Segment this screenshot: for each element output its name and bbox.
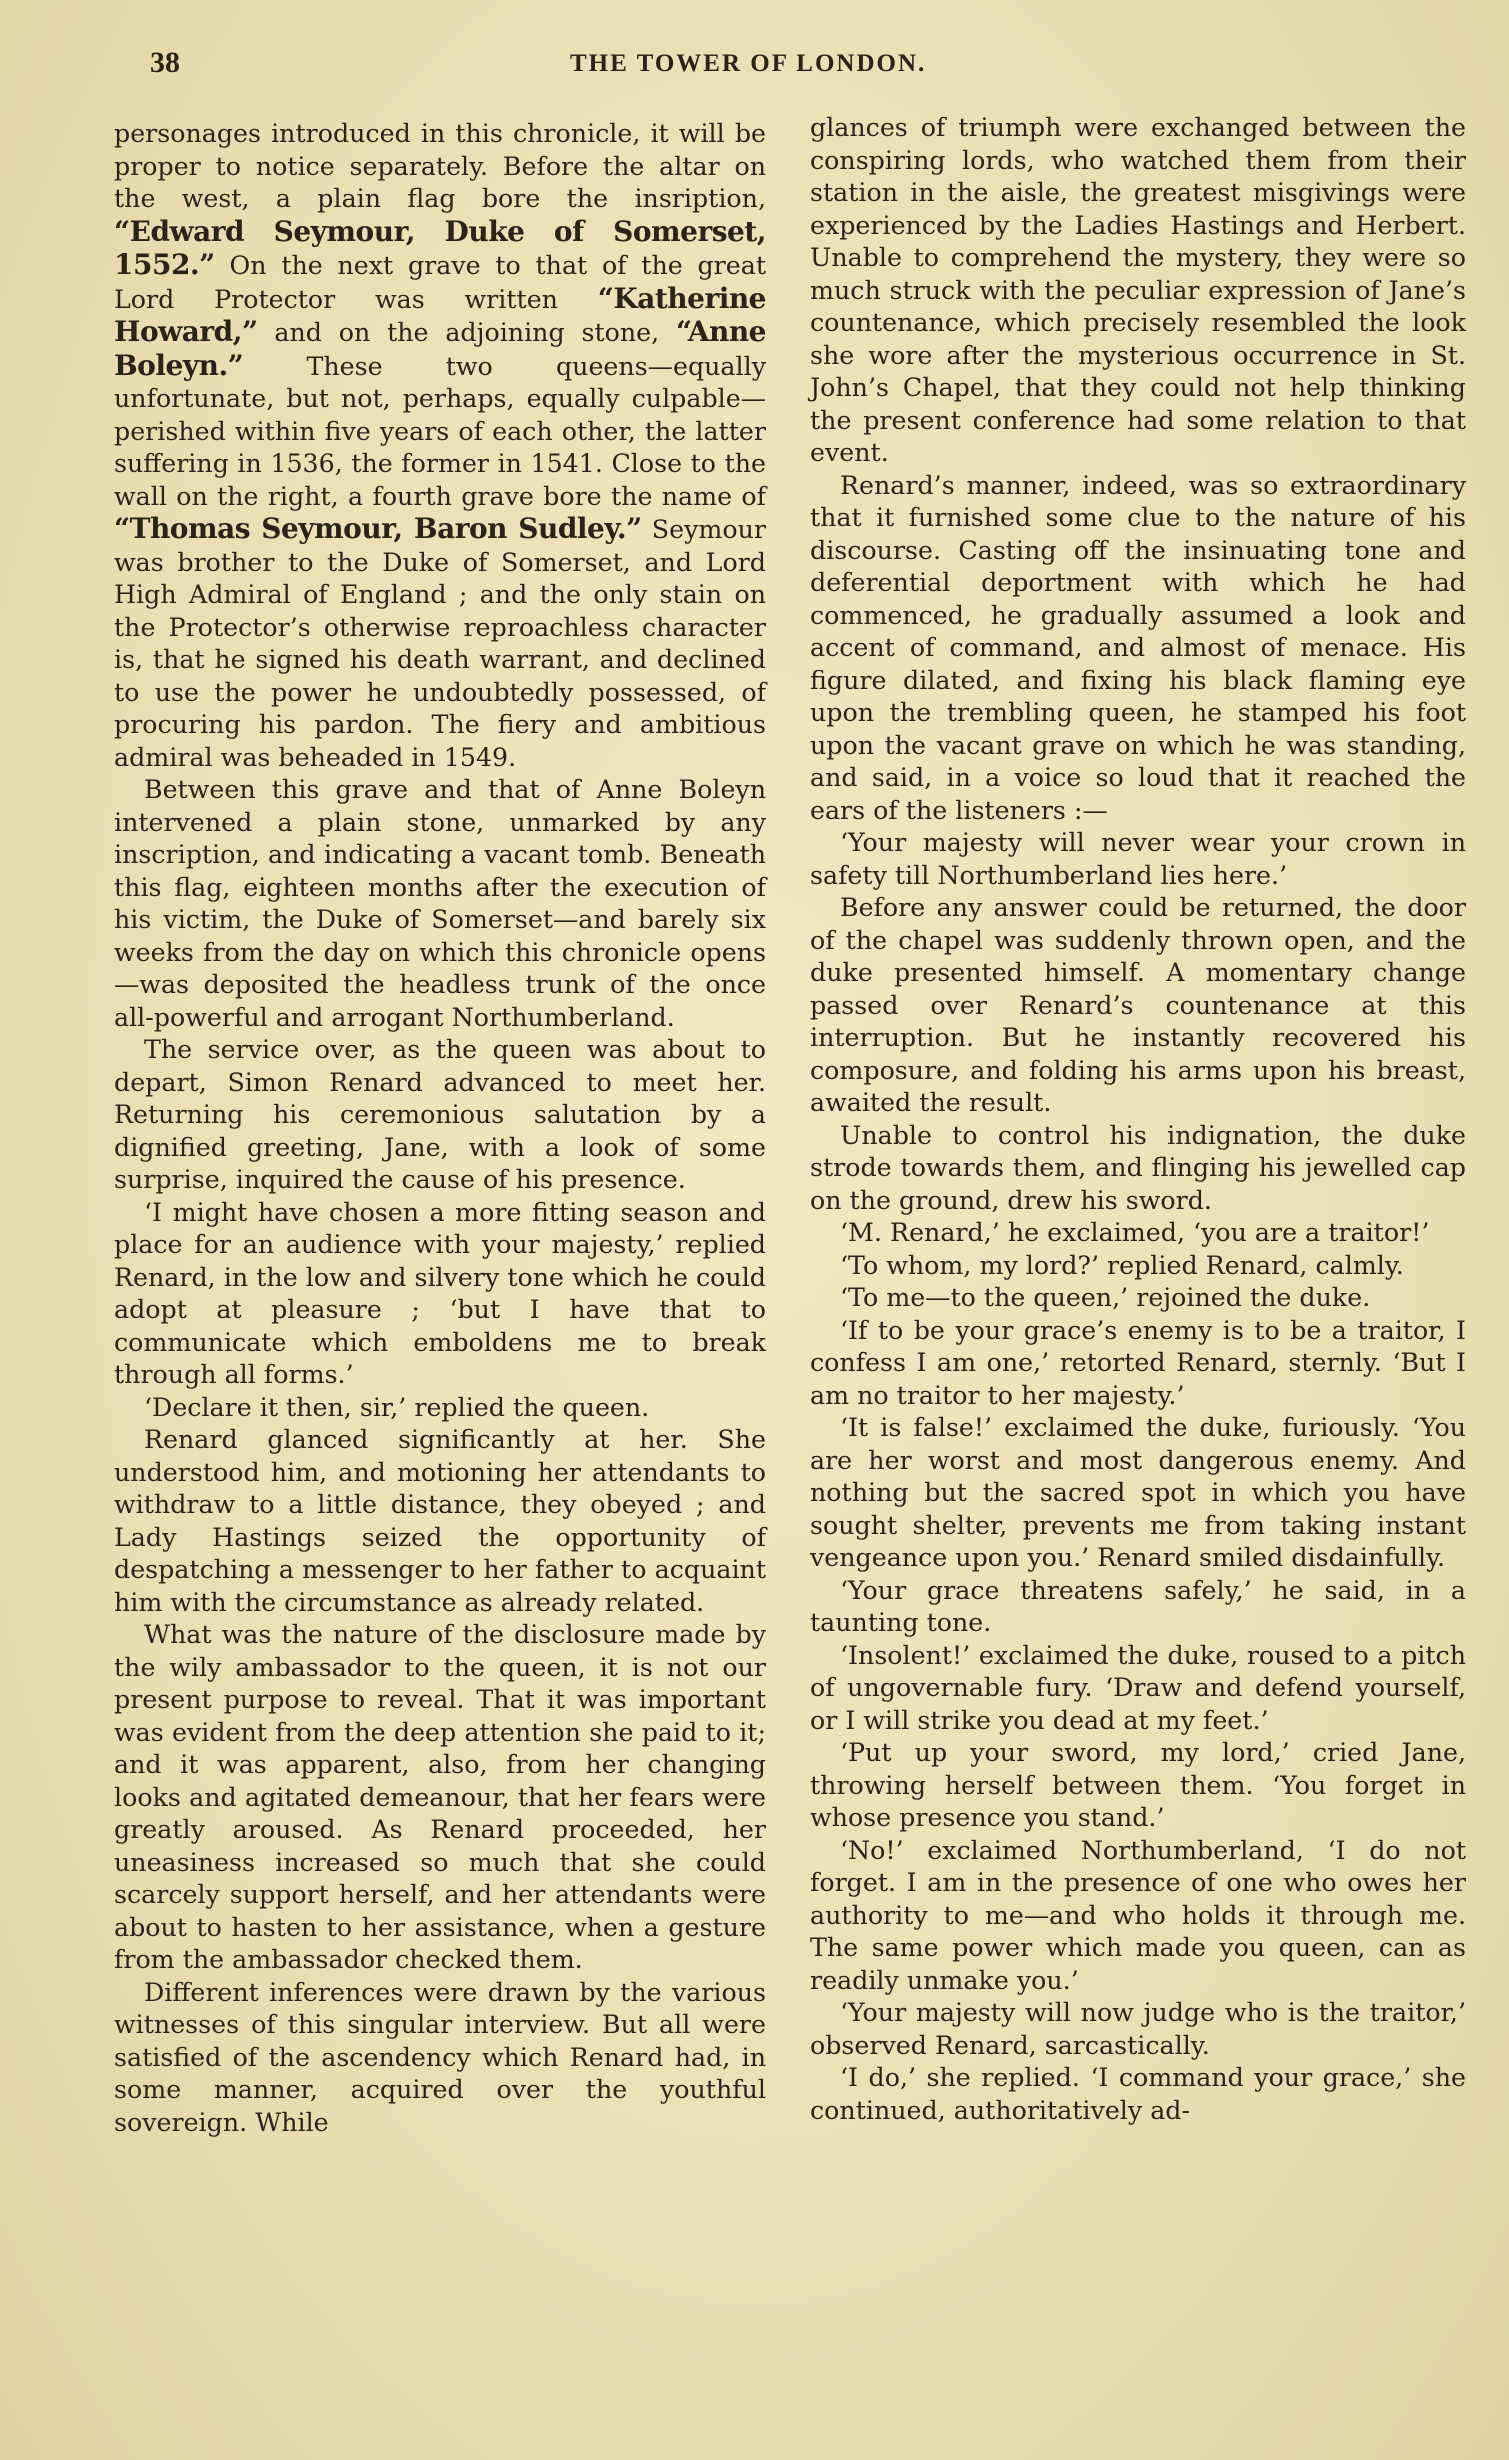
paragraph: Before any answer could be returned, the door of the chapel was suddenly thrown open, and the duke presented himself. A momentary change passed over Renard’s countenance at this interruption. But he instantly recovered his composure, and folding his arms upon his breast, awaited the result. bbox=[810, 893, 1466, 1117]
paragraph: ‘To whom, my lord?’ replied Renard, calmly. bbox=[840, 1250, 1404, 1280]
paragraph: ‘Your grace threatens safely,’ he said, in a taunting tone. bbox=[810, 1575, 1466, 1637]
paragraph: Renard glanced significantly at her. She understood him, and motioning her attendants to withdraw to a little distance, they obeyed ; and Lady Hastings seized the opportunity of despatching a messenger to her father to acquaint him with the circumstance as already related. bbox=[114, 1425, 766, 1617]
paragraph: Between this grave and that of Anne Boleyn intervened a plain stone, unmarked by any inscription, and indicating a vacant tomb. Beneath this flag, eighteen months after the execution of his victim, the Duke of Somerset—and barely six weeks from the day on which this chronicle opens—was deposited the headless trunk of the once all-powerful and arrogant Northumberland. bbox=[114, 775, 766, 1032]
paragraph: ‘I might have chosen a more fitting season and place for an audience with your majesty,’ replied Renard, in the low and silvery tone which he could adopt at pleasure ; ‘but I have that to communicate which emboldens me to break through all forms.’ bbox=[114, 1197, 766, 1389]
paragraph: ‘Insolent!’ exclaimed the duke, roused to a pitch of ungovernable fury. ‘Draw and defend yourself, or I will strike you dead at my feet.’ bbox=[810, 1640, 1466, 1735]
paragraph: ‘No!’ exclaimed Northumberland, ‘I do not forget. I am in the presence of one who owes her authority to me—and who holds it through me. The same power which made you queen, can as readily unmake you.’ bbox=[810, 1835, 1466, 1995]
right-column bbox=[810, 112, 1466, 2127]
paragraph: What was the nature of the disclosure made by the wily ambassador to the queen, it is not our present purpose to reveal. That it was important was evident from the deep attention she paid to it; and it was apparent, also, from her changing looks and agitated demeanour, that her fears were greatly aroused. As Renard proceeded, her uneasiness increased so much that she could scarcely support herself, and her attendants were about to hasten to her assistance, when a gesture from the ambassador checked them. bbox=[114, 1620, 766, 1974]
paragraph: ‘To me—to the queen,’ rejoined the duke. bbox=[840, 1283, 1371, 1312]
page-header bbox=[150, 46, 1379, 86]
blackletter-inscription: “Anne Boleyn.” bbox=[114, 315, 766, 382]
blackletter-inscription: “Thomas Seymour, Baron Sudley.” bbox=[114, 512, 642, 545]
paragraph: glances of triumph were exchanged between the conspiring lords, who watched them from their station in the aisle, the greatest misgivings were experienced by the Ladies Hastings and Herbert. Unable to comprehend the mystery, they were so much struck with the peculiar expression of Jane’s countenance, which precisely resembled the look she wore after the mysterious occurrence in St. John’s Chapel, that they could not help thinking the present conference had some relation to that event. bbox=[810, 113, 1466, 467]
paragraph: Different inferences were drawn by the various witnesses of this singular interview. But all were satisfied of the ascendency which Renard had, in some manner, acquired over the youthful sovereign. While bbox=[114, 1977, 766, 2137]
blackletter-inscription: “Katherine Howard,” bbox=[114, 281, 766, 348]
paragraph: The service over, as the queen was about to depart, Simon Renard advanced to meet her. Returning his ceremonious salutation by a dignified greeting, Jane, with a look of some surprise, inquired the cause of his presence. bbox=[114, 1035, 766, 1194]
paragraph: ‘It is false!’ exclaimed the duke, furiously. ‘You are her worst and most dangerous enemy. And nothing but the sacred spot in which you have sought shelter, prevents me from taking instant vengeance upon you.’ Renard smiled disdainfully. bbox=[810, 1413, 1466, 1572]
blackletter-inscription: “Edward Seymour, Duke of Somerset, 1552.” bbox=[114, 214, 766, 281]
paragraph: personages introduced in this chronicle, it will be proper to notice separately. Before the altar on the west, a plain flag bore the insription, “Edward Seymour, Duke of Somerset, 1552.” On the next grave to that of the great Lord Protector was written “Katherine Howard,” and on the adjoining stone, “Anne Boleyn.” These two queens—equally unfortunate, but not, perhaps, equally culpable—perished within five years of each other, the latter suffering in 1536, the former in 1541. Close to the wall on the right, a fourth grave bore the name of “Thomas Seymour, Baron Sudley.” Seymour was brother to the Duke of Somerset, and Lord High Admiral of England ; and the only stain on the Protector’s otherwise reproachless character is, that he signed his death warrant, and declined to use the power he undoubtedly possessed, of procuring his pardon. The fiery and ambitious admiral was beheaded in 1549. bbox=[114, 119, 766, 772]
left-column bbox=[114, 118, 766, 2139]
paragraph: ‘M. Renard,’ he exclaimed, ‘you are a traitor!’ bbox=[840, 1218, 1430, 1247]
paragraph: Renard’s manner, indeed, was so extraordinary that it furnished some clue to the nature of his discourse. Casting off the insinuating tone and deferential deportment with which he had commenced, he gradually assumed a look and accent of command, and almost of menace. His figure dilated, and fixing his black flaming eye upon the trembling queen, he stamped his foot upon the vacant grave on which he was standing, and said, in a voice so loud that it reached the ears of the listeners :— bbox=[810, 470, 1466, 825]
paragraph: ‘I do,’ she replied. ‘I command your grace,’ she continued, authoritatively ad- bbox=[810, 2063, 1466, 2125]
paragraph: Unable to control his indignation, the duke strode towards them, and flinging his jewelled cap on the ground, drew his sword. bbox=[810, 1120, 1466, 1215]
paragraph: ‘Put up your sword, my lord,’ cried Jane, throwing herself between them. ‘You forget in whose presence you stand.’ bbox=[810, 1738, 1466, 1832]
paragraph: ‘Your majesty will now judge who is the traitor,’ observed Renard, sarcastically. bbox=[810, 1998, 1466, 2060]
paragraph: ‘Your majesty will never wear your crown in safety till Northumberland lies here.’ bbox=[810, 828, 1466, 890]
page-number: 38 bbox=[150, 46, 180, 79]
running-title: THE TOWER OF LONDON. bbox=[570, 50, 927, 77]
paragraph: ‘If to be your grace’s enemy is to be a traitor, I confess I am one,’ retorted Renard, sternly. ‘But I am no traitor to her majesty.’ bbox=[810, 1315, 1466, 1410]
paragraph: ‘Declare it then, sir,’ replied the queen. bbox=[144, 1392, 650, 1422]
